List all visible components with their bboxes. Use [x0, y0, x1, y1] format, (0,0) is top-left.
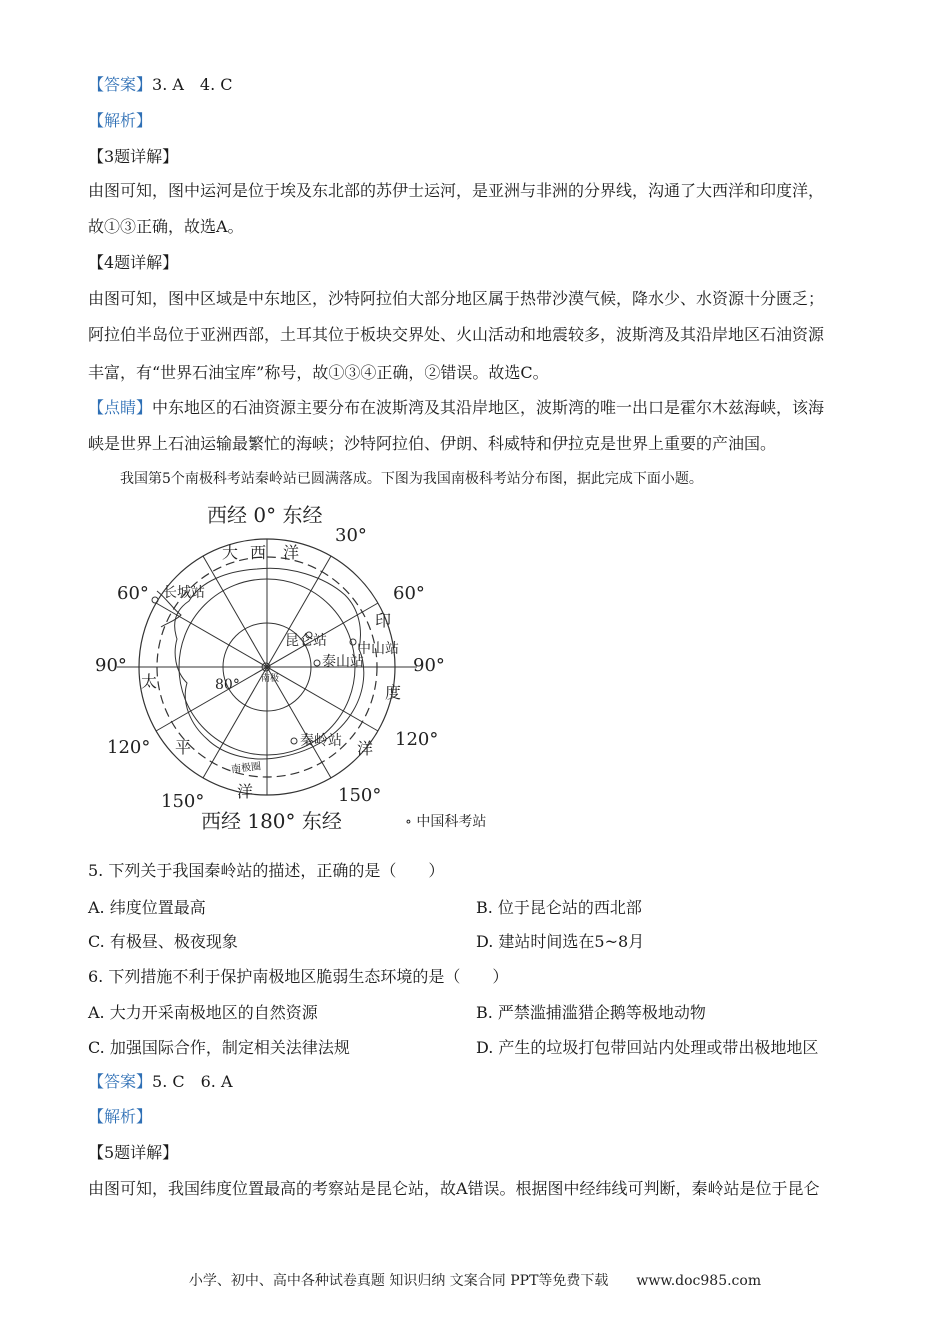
dianjing-line-2: 峡是世界上石油运输最繁忙的海峡；沙特阿拉伯、伊朗、科威特和伊拉克是世界上重要的产油国。: [88, 434, 777, 453]
lon-label-60e: 60°: [393, 583, 425, 604]
q5-option-a: A. 纬度位置最高: [88, 898, 206, 917]
q5-detail-line-1: 由图可知，我国纬度位置最高的考察站是昆仑站，故A错误。根据图中经纬线可判断，秦岭站是位于昆仑: [88, 1179, 820, 1198]
ocean-pacific-1: 太: [141, 672, 158, 691]
q4-detail-line-3: 丰富，有“世界石油宝库”称号，故①③④正确，②错误。故选C。: [88, 363, 549, 382]
antarctic-station-map: [95, 495, 455, 840]
station-marker-changcheng: [152, 597, 158, 603]
q3-detail-line-1: 由图可知，图中运河是位于埃及东北部的苏伊士运河，是亚洲与非洲的分界线，沟通了大西洋和印度洋，: [88, 181, 825, 200]
station-zhongshan: 中山站: [357, 641, 399, 657]
answer-text: 3. A 4. C: [152, 75, 233, 94]
station-changcheng: 长城站: [163, 585, 205, 601]
legend-text: 中国科考站: [416, 814, 487, 830]
q3-detail-line-2: 故①③正确，故选A。: [88, 217, 244, 236]
station-marker-taishan: [314, 660, 320, 666]
lon-label-60w: 60°: [117, 583, 149, 604]
page-footer: 小学、初中、高中各种试卷真题 知识归纳 文案合同 PPT等免费下载 www.doc985.com: [188, 1273, 762, 1289]
q5-stem: 5. 下列关于我国秦岭站的描述，正确的是（ ）: [88, 861, 445, 880]
answer-line-1: [88, 74, 233, 96]
q3-detail-head: 【3题详解】: [88, 147, 179, 166]
station-taishan: 泰山站: [322, 654, 364, 670]
lon-label-120w: 120°: [107, 737, 151, 758]
q6-option-c: C. 加强国际合作，制定相关法律法规: [88, 1038, 350, 1057]
ocean-atlantic-1: 大: [222, 543, 239, 562]
map-bottom-label: 西经 180° 东经: [201, 809, 342, 833]
analysis-tag-2: 【解析】: [88, 1107, 153, 1126]
q4-detail-head: 【4题详解】: [88, 253, 179, 272]
south-pole-label: 南极: [261, 674, 280, 684]
station-marker-qinling: [291, 738, 297, 744]
ocean-atlantic-2: 西: [250, 543, 267, 562]
lon-label-90e: 90°: [413, 655, 445, 676]
q6-stem: 6. 下列措施不利于保护南极地区脆弱生态环境的是（ ）: [88, 967, 509, 986]
q6-option-a: A. 大力开采南极地区的自然资源: [88, 1003, 318, 1022]
ocean-pacific-2: 平: [175, 738, 192, 757]
intro-text: 我国第5个南极科考站秦岭站已圆满落成。下图为我国南极科考站分布图，据此完成下面小题。: [120, 471, 703, 487]
ocean-indian-1: 印: [375, 611, 392, 630]
q5-option-d: D. 建站时间选在5~8月: [476, 932, 645, 951]
ocean-indian-2: 度: [385, 683, 402, 702]
q5-option-b: B. 位于昆仑站的西北部: [476, 898, 642, 917]
ocean-atlantic-3: 洋: [283, 543, 300, 562]
dianjing-line-1: [88, 397, 824, 419]
legend-station-marker: ∘: [405, 814, 412, 830]
answer-line-2: [88, 1071, 233, 1093]
lon-label-90w: 90°: [95, 655, 127, 676]
lon-label-150w: 150°: [161, 791, 205, 812]
lon-label-150e: 150°: [338, 785, 382, 806]
answer-text-2: 5. C 6. A: [152, 1072, 233, 1091]
ocean-pacific-3: 洋: [237, 782, 254, 801]
analysis-tag-1: 【解析】: [88, 111, 153, 130]
lat-80-label: 80°: [215, 677, 240, 693]
lon-label-30: 30°: [335, 525, 367, 546]
q4-detail-line-1: 由图可知，图中区域是中东地区，沙特阿拉伯大部分地区属于热带沙漠气候，降水少、水资源十分匮乏；: [88, 289, 825, 308]
lon-label-120e: 120°: [395, 729, 439, 750]
dianjing-tag: 【点睛】: [88, 398, 153, 417]
map-legend: [405, 811, 486, 833]
q6-option-d: D. 产生的垃圾打包带回站内处理或带出极地地区: [476, 1038, 819, 1057]
map-svg: [95, 495, 455, 840]
answer-tag: 【答案】: [88, 75, 153, 94]
antarctic-circle-label: 南极圈: [230, 761, 262, 776]
map-top-label: 西经 0° 东经: [207, 503, 323, 527]
station-qinling: 秦岭站: [300, 733, 342, 749]
q6-option-b: B. 严禁滥捕滥猎企鹅等极地动物: [476, 1003, 706, 1022]
dianjing-text-1: 中东地区的石油资源主要分布在波斯湾及其沿岸地区，波斯湾的唯一出口是霍尔木兹海峡，该海: [152, 398, 825, 417]
station-kunlun: 昆仑站: [285, 633, 327, 649]
answer-tag-2: 【答案】: [88, 1072, 153, 1091]
q4-detail-line-2: 阿拉伯半岛位于亚洲西部，土耳其位于板块交界处、火山活动和地震较多，波斯湾及其沿岸地区石油资源: [88, 325, 825, 344]
q5-detail-head: 【5题详解】: [88, 1143, 179, 1162]
ocean-indian-3: 洋: [357, 739, 374, 758]
q5-option-c: C. 有极昼、极夜现象: [88, 932, 238, 951]
